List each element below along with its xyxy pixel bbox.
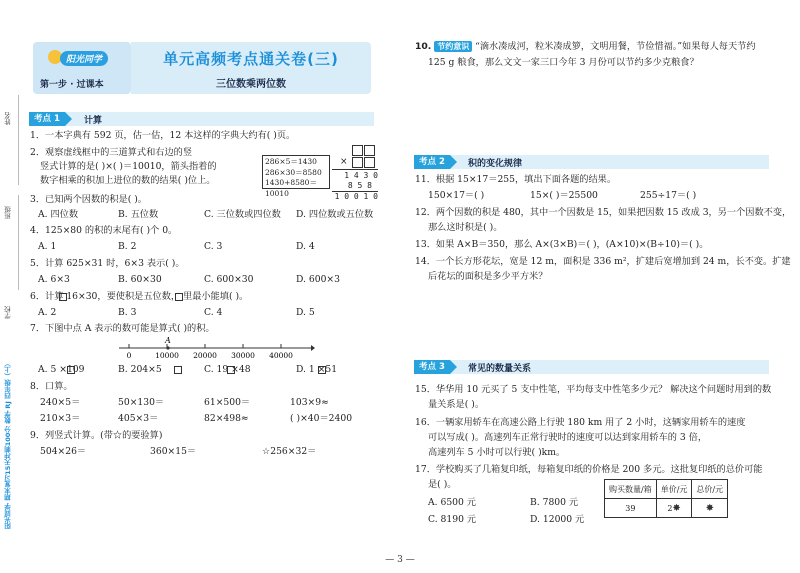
ink-blot-icon: ✸ <box>672 502 681 514</box>
q6-option-c: C. 4 <box>204 307 223 318</box>
vert-partial-1: 1 4 3 0 <box>344 171 378 180</box>
calc-line: 286×30＝8580 <box>265 167 322 177</box>
number-line-tick-label: 30000 <box>231 351 255 360</box>
question-2-line-c: 竖式计算的是( )×( )＝10010，箭头指着的 <box>40 161 217 172</box>
question-10 <box>415 40 756 54</box>
q8-item: 405×3＝ <box>118 413 159 424</box>
question-8: 8．口算。 <box>30 381 73 392</box>
calc-rule <box>332 169 378 170</box>
grid-cell <box>364 157 375 168</box>
price-digit: 2 <box>667 503 673 513</box>
name-line <box>18 95 19 185</box>
table-header-cell: 总价/元 <box>692 480 728 499</box>
q3-option-a: A. 四位数 <box>38 209 79 220</box>
section-1-tag: 考点 1 <box>29 112 65 126</box>
side-margin <box>0 0 24 573</box>
grid-cell <box>352 157 363 168</box>
point-a-marker <box>166 346 169 349</box>
q11-item: 15×( )＝25500 <box>530 190 598 201</box>
number-line-tick-label: 20000 <box>193 351 217 360</box>
section-3-title: 常见的数量关系 <box>468 364 532 374</box>
question-4: 4．125×80 的积的末尾有( )个 0。 <box>30 225 178 236</box>
question-13: 13．如果 A×B＝350，那么 A×(3×B)＝( )，(A×10)×(B÷10)＝( )。 <box>415 239 709 250</box>
q10-number: 10. <box>415 41 432 52</box>
section-1-title: 计算 <box>84 116 103 126</box>
class-line <box>18 195 19 290</box>
number-line-tick-label: 10000 <box>155 351 179 360</box>
table-cell-price <box>656 499 692 518</box>
question-14: 14．一个长方形花坛，宽是 12 m，面积是 336 m²，扩建后宽增加到 24 m，长不变。扩建 <box>415 256 791 267</box>
grid-cell <box>352 145 363 156</box>
vert-result: 1 0 0 1 0 <box>334 192 378 201</box>
question-16-line-c: 高速列车 5 小时可以行驶( )km。 <box>428 447 566 458</box>
q8-item: 61×500＝ <box>204 397 251 408</box>
q11-item: 150×17＝( ) <box>428 190 485 201</box>
question-5: 5．计算 625×31 时，6×3 表示( )。 <box>30 258 185 269</box>
q8-item: 82×498≈ <box>204 413 249 424</box>
page-subtitle: 三位数乘两位数 <box>216 79 286 90</box>
number-line-tick-label: 40000 <box>269 351 293 360</box>
question-7: 7．下图中点 A 表示的数可能是算式( )的积。 <box>30 323 215 334</box>
q4-option-c: C. 3 <box>204 241 223 252</box>
q7-option-d: D. 1 ×51 <box>296 364 338 375</box>
q2a-text: 2．观察虚线框中的三道算式和右边的竖 <box>30 147 193 158</box>
q4-option-b: B. 2 <box>118 241 137 252</box>
brand-logo: 阳光同学 <box>60 51 108 66</box>
q17-option-d: D. 12000 元 <box>530 514 585 525</box>
blank-square-icon <box>67 366 75 374</box>
q5-option-a: A. 6×3 <box>38 274 70 285</box>
q6-option-d: D. 5 <box>296 307 315 318</box>
q17-option-c: C. 8190 元 <box>428 514 477 525</box>
q8-item: 240×5＝ <box>40 397 81 408</box>
number-line <box>115 334 315 364</box>
question-17: 17．学校购买了几箱复印纸，每箱复印纸的价格是 200 多元。这批复印纸的总价可能 <box>415 464 763 475</box>
grid-cell <box>364 145 375 156</box>
blank-square-icon <box>174 366 182 374</box>
q3-option-c: C. 三位数或四位数 <box>204 209 281 220</box>
q5-option-b: B. 60×30 <box>118 274 162 285</box>
q10-text: “滴水凑成河，粒米凑成箩，文明用餐，节俭惜福。”如果每人每天节约 <box>475 41 756 52</box>
question-6: 6．计算 16×30，要使积是五位数， 里最小能填( )。 <box>30 291 249 302</box>
q7-option-c: C. 19 ×48 <box>204 364 251 375</box>
number-line-tick-label: 0 <box>126 351 132 360</box>
section-1-bar <box>29 112 374 126</box>
table-header-cell: 单价/元 <box>656 480 692 499</box>
ink-blot-icon: ✸ <box>705 502 714 514</box>
calc-line: 1430+8580＝10010 <box>265 178 317 198</box>
section-2-tag: 考点 2 <box>414 155 450 169</box>
question-2-line-a <box>30 146 192 160</box>
q8-item: 210×3＝ <box>40 413 81 424</box>
question-15-line-b: 量关系是( )。 <box>428 399 485 410</box>
section-2-title: 积的变化规律 <box>468 159 523 169</box>
step-label: 第一步 · 过课本 <box>40 80 104 90</box>
question-2-line-e: 数字相乘的积加上进位的数的结果( )位上。 <box>40 175 216 186</box>
table-header-cell: 购买数量/箱 <box>605 480 657 499</box>
q17-option-a: A. 6500 元 <box>428 497 476 508</box>
price-table <box>604 479 728 518</box>
vert-partial-2: 8 5 8 <box>347 181 372 190</box>
q9-item: 504×26＝ <box>40 446 87 457</box>
question-12-line-b: 那么这时积是( )。 <box>428 222 503 233</box>
table-row <box>605 499 728 518</box>
section-3-tag: 考点 3 <box>414 360 450 374</box>
q7-option-b: B. 204×5 <box>118 364 162 375</box>
name-label: 姓名 <box>4 112 12 125</box>
book-label: 阳光同学 期末复习15天冲刺100分 数学 RJ 四年级（上） <box>4 360 12 530</box>
class-label: 班级 <box>4 206 12 219</box>
q6-option-b: B. 3 <box>118 307 137 318</box>
q4-option-a: A. 1 <box>38 241 57 252</box>
q5-option-d: D. 600×3 <box>296 274 340 285</box>
q11-item: 255÷17＝( ) <box>640 190 697 201</box>
q9-item: ☆256×32＝ <box>262 446 317 457</box>
question-14-line-b: 后花坛的面积是多少平方米？ <box>428 271 548 282</box>
question-17-line-b: 是( )。 <box>428 479 457 490</box>
q8-item: 103×9≈ <box>290 397 329 408</box>
question-1: 1．一本字典有 592 页，估一估，12 本这样的字典大约有( )页。 <box>30 130 296 141</box>
q17-option-b: B. 7800 元 <box>530 497 579 508</box>
question-9: 9．列竖式计算。(带☆的要验算) <box>30 430 163 441</box>
question-15: 15．华华用 10 元买了 5 支中性笔，平均每支中性笔多少元？ 解决这个问题时用到的数 <box>415 384 772 395</box>
blank-square-icon <box>318 366 326 374</box>
point-a-label: A <box>165 336 171 345</box>
question-11: 11．根据 15×17＝255，填出下面各题的结果。 <box>415 174 617 185</box>
table-cell-total <box>692 499 728 518</box>
q6-option-a: A. 2 <box>38 307 57 318</box>
q3-option-d: D. 四位数或五位数 <box>296 209 374 220</box>
question-10-line-b: 125 g 粮食，那么文文一家三口今年 3 月份可以节约多少克粮食？ <box>428 57 699 68</box>
calc-line: 286×5＝1430 <box>265 157 317 166</box>
table-header-row <box>605 480 728 499</box>
q9-item: 360×15＝ <box>150 446 197 457</box>
q3-option-b: B. 五位数 <box>118 209 159 220</box>
school-label: 学校 <box>4 306 12 319</box>
blank-square-icon <box>59 293 67 301</box>
question-12: 12．两个因数的积是 480，其中一个因数是 15，如果把因数 15 改成 3，另一个因数不变， <box>415 207 792 218</box>
page-number: — 3 — <box>385 555 415 565</box>
q5-option-c: C. 600×30 <box>204 274 254 285</box>
question-16-line-b: 可以写成( )。高速列车正常行驶时的速度可以达到家用轿车的 3 倍， <box>428 432 708 443</box>
q4-option-d: D. 4 <box>296 241 315 252</box>
multiply-sign: × <box>340 157 348 167</box>
q8-item: 50×130＝ <box>118 397 165 408</box>
blank-square-icon <box>227 366 235 374</box>
blank-square-icon <box>175 293 183 301</box>
dashed-calc-box <box>262 155 330 198</box>
q7-option-a: A. 5 ×109 <box>38 364 85 375</box>
question-16: 16．一辆家用轿车在高速公路上行驶 180 km 用了 2 小时，这辆家用轿车的速度 <box>415 417 746 428</box>
q8-item: ( )×40＝2400 <box>290 413 353 424</box>
page-title: 单元高频考点通关卷(三) <box>163 50 339 68</box>
table-cell-quantity: 39 <box>605 499 657 518</box>
arrow-right-icon <box>311 345 315 351</box>
thrift-tag: 节约意识 <box>434 41 472 52</box>
question-3: 3．已知两个因数的积是( )。 <box>30 194 147 205</box>
